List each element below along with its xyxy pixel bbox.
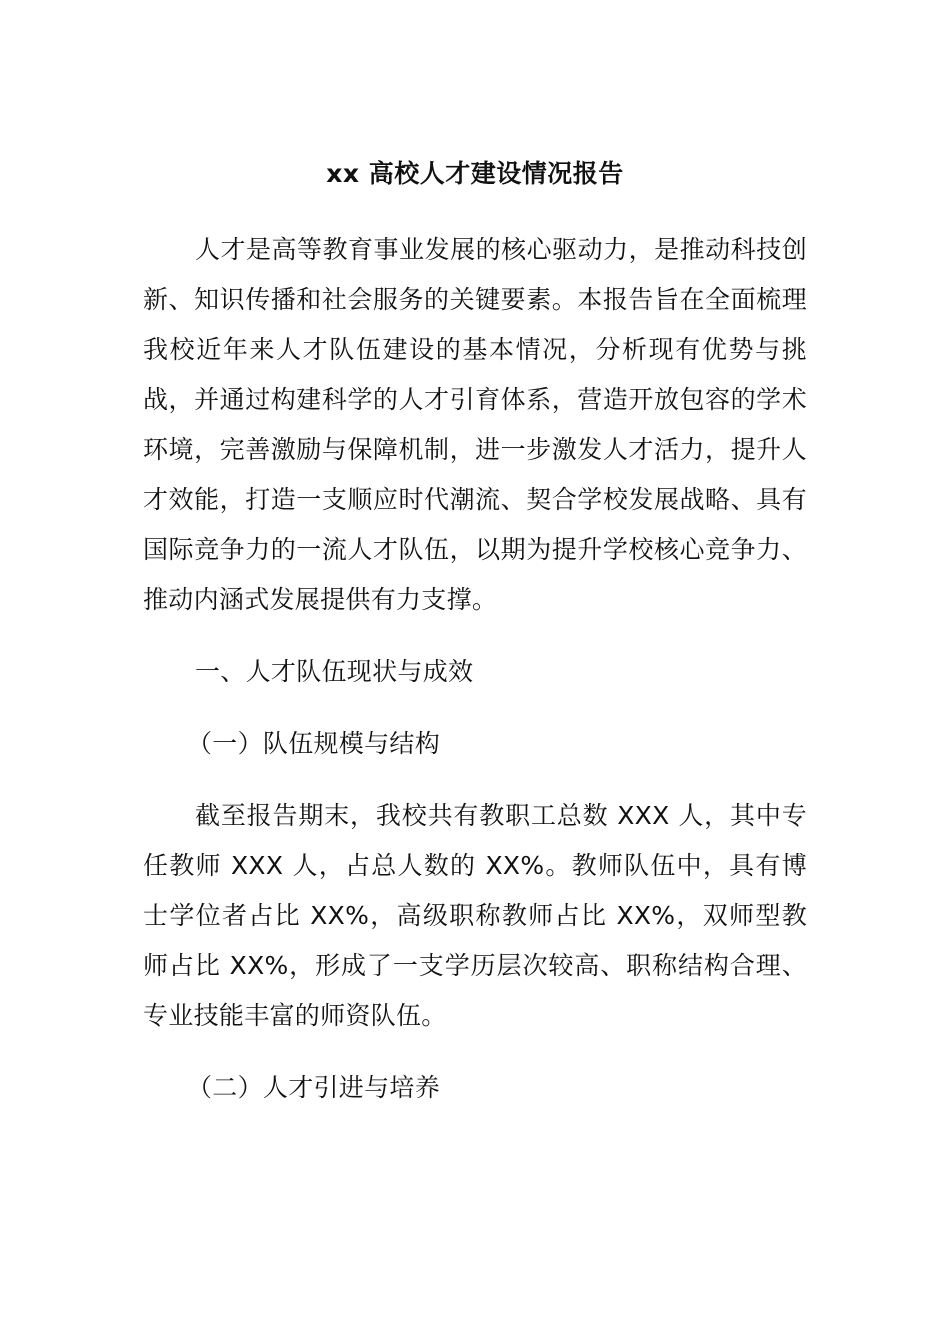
intro-paragraph: 人才是高等教育事业发展的核心驱动力，是推动科技创新、知识传播和社会服务的关键要素。本报告旨在全面梳理我校近年来人才队伍建设的基本情况，分析现有优势与挑战，并通过构建科学的人才引育体系，营造开放包容的学术环境，完善激励与保障机制，进一步激发人才活力，提升人才效能，打造一支顺应时代潮流、契合学校发展战略、具有国际竞争力的一流人才队伍，以期为提升学校核心竞争力、推动内涵式发展提供有力支撑。 <box>143 235 807 614</box>
subsection-1-paragraph: 截至报告期末，我校共有教职工总数 XXX 人，其中专任教师 XXX 人，占总人数的 XX%。教师队伍中，具有博士学位者占比 XX%，高级职称教师占比 XX%，双师型教师占比 XX%，形成了一支学历层次较高、职称结构合理、专业技能丰富的师资队伍。 <box>143 801 807 1030</box>
subsection-heading-1: （一）队伍规模与结构 <box>187 729 441 758</box>
section-heading-1: 一、人才队伍现状与成效 <box>195 657 474 686</box>
subsection-heading-2: （二）人才引进与培养 <box>187 1073 441 1102</box>
document-title: xx 高校人才建设情况报告 <box>326 159 624 188</box>
